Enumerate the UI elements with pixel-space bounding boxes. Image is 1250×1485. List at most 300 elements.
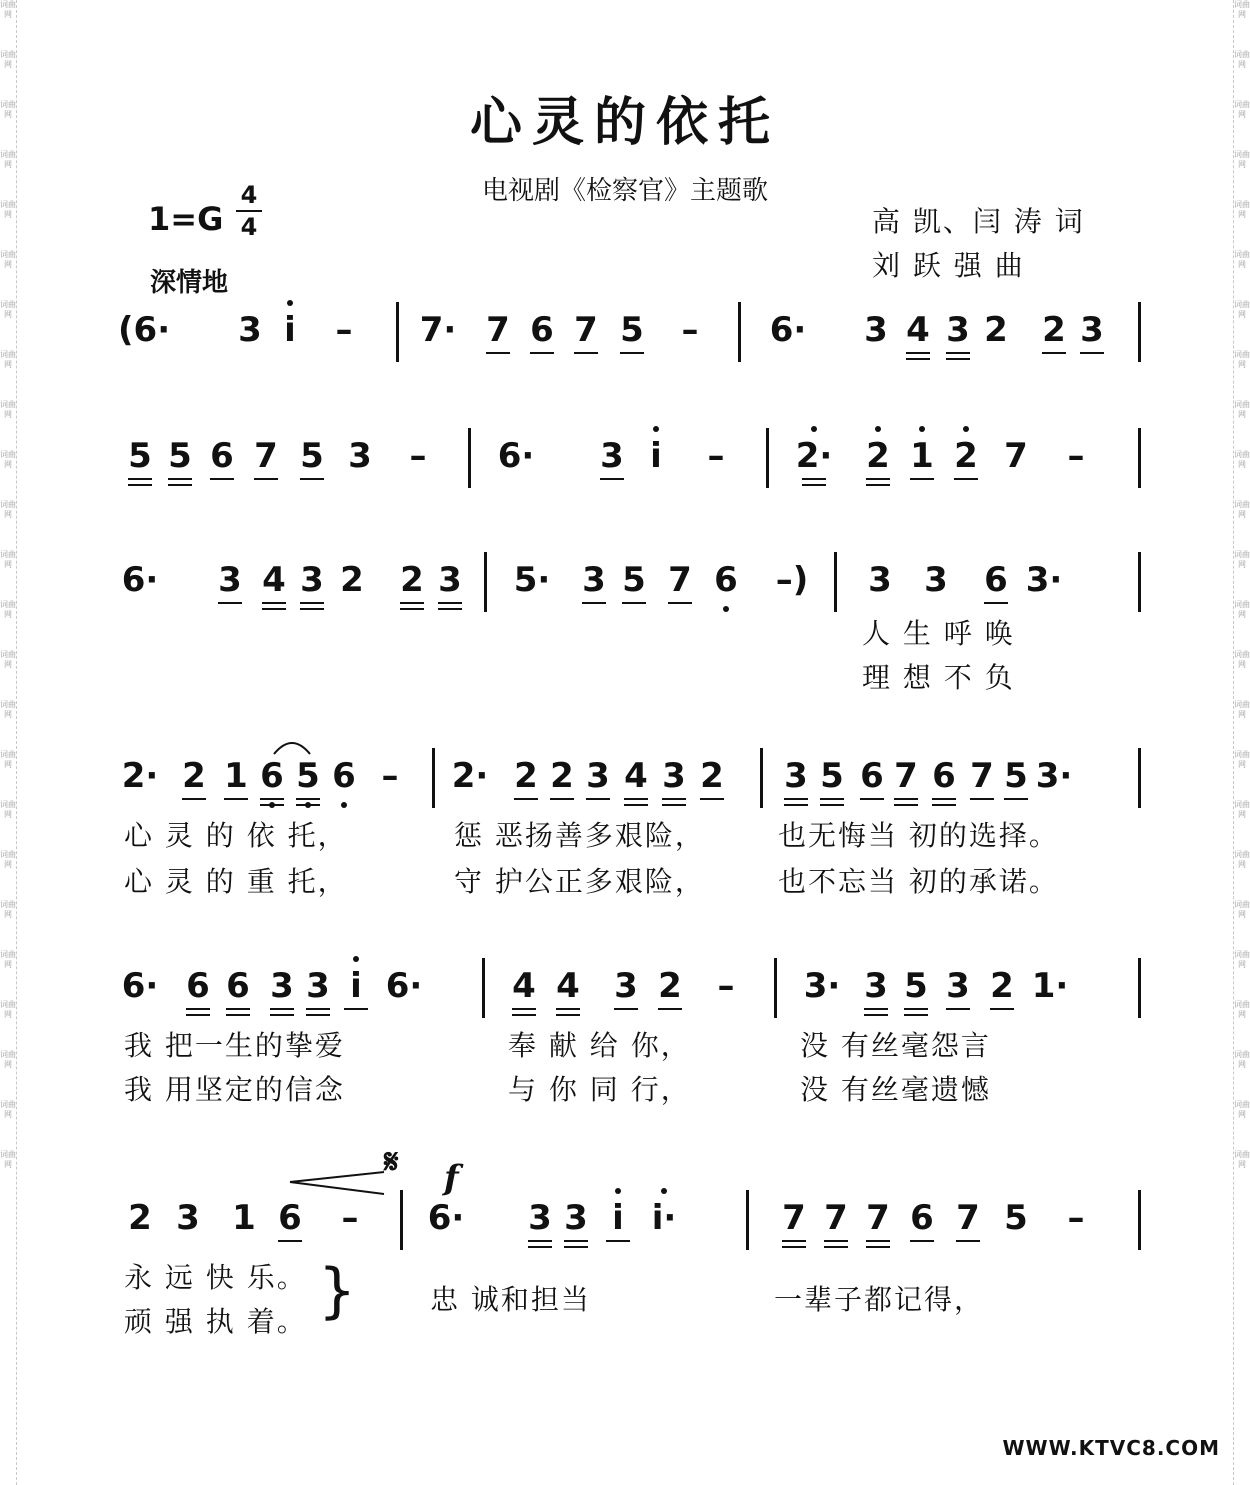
song-subtitle: 电视剧《检察官》主题歌	[481, 176, 768, 206]
note: 3	[574, 558, 614, 602]
underline	[512, 1008, 536, 1010]
note: 3	[292, 558, 332, 602]
watermark-text: 词曲网	[1234, 1100, 1250, 1119]
underline	[186, 1008, 210, 1010]
note: 2·	[794, 434, 834, 478]
watermark-text: 词曲网	[1234, 850, 1250, 869]
note: 3	[864, 310, 888, 350]
note: 6·	[385, 966, 423, 1006]
underline	[300, 602, 324, 604]
note: 5	[288, 754, 328, 798]
watermark-text: 词曲网	[0, 400, 16, 419]
underline	[904, 1014, 928, 1016]
site-footer: WWW.KTVC8.COM	[1002, 1436, 1220, 1460]
bar-line	[746, 1190, 749, 1250]
note: 3	[856, 964, 896, 1008]
note: 5	[896, 964, 936, 1008]
watermark-text: 词曲网	[0, 900, 16, 919]
watermark-text: 词曲网	[0, 1000, 16, 1019]
watermark-text: 词曲网	[1234, 300, 1250, 319]
watermark-text: 词曲网	[1234, 650, 1250, 669]
underline	[262, 602, 286, 604]
score-row	[0, 310, 1250, 350]
watermark-text: 词曲网	[0, 1100, 16, 1119]
underline	[296, 804, 320, 806]
note: 5	[812, 754, 852, 798]
octave-dot	[811, 426, 817, 432]
underline	[860, 798, 884, 800]
note: 7	[1004, 436, 1028, 476]
underline	[820, 798, 844, 800]
note: 1	[902, 434, 942, 478]
underline	[278, 1240, 302, 1242]
underline	[984, 602, 1008, 604]
octave-dot	[919, 426, 925, 432]
bar-line	[1138, 1190, 1141, 1250]
underline	[270, 1008, 294, 1010]
watermark-text: 词曲网	[1234, 700, 1250, 719]
underline	[866, 1246, 890, 1248]
score-row	[0, 560, 1250, 600]
bar-line	[1138, 748, 1141, 808]
score-row	[0, 966, 1250, 1006]
underline	[954, 478, 978, 480]
bar-line	[432, 748, 435, 808]
slur-arc	[272, 736, 312, 756]
underline	[1042, 352, 1066, 354]
underline	[270, 1014, 294, 1016]
note: 2	[340, 560, 364, 600]
note: 7	[948, 1196, 988, 1240]
note: –	[409, 436, 427, 476]
note: 3	[210, 558, 250, 602]
bar-line	[1138, 428, 1141, 488]
note: 6	[270, 1196, 310, 1240]
octave-dot	[615, 1188, 621, 1194]
underline	[622, 602, 646, 604]
note: 2	[650, 964, 690, 1008]
note: –)	[775, 560, 809, 600]
note: 3	[578, 754, 618, 798]
note: 3	[556, 1196, 596, 1240]
underline	[226, 1008, 250, 1010]
note: 3	[938, 308, 978, 352]
underline	[438, 602, 462, 604]
underline	[300, 478, 324, 480]
underline	[820, 804, 844, 806]
note: 5·	[513, 560, 551, 600]
watermark-text: 词曲网	[0, 1150, 16, 1169]
note: 3·	[1035, 756, 1073, 796]
underline	[624, 804, 648, 806]
repeat-brace: }	[318, 1256, 357, 1326]
underline	[866, 484, 890, 486]
watermark-text: 词曲网	[1234, 0, 1250, 19]
underline	[486, 352, 510, 354]
lyric-r4b3: 也不忘当 初的承诺。	[778, 865, 1059, 898]
watermark-text: 词曲网	[0, 850, 16, 869]
note: 7	[478, 308, 518, 352]
note: 4	[504, 964, 544, 1008]
bar-line	[468, 428, 471, 488]
underline	[306, 1008, 330, 1010]
watermark-text: 词曲网	[0, 450, 16, 469]
octave-dot	[653, 426, 659, 432]
note: –	[335, 310, 353, 350]
note: 6	[976, 558, 1016, 602]
note: 2	[392, 558, 432, 602]
note: 6	[522, 308, 562, 352]
watermark-text: 词曲网	[0, 750, 16, 769]
bar-line	[766, 428, 769, 488]
underline	[946, 358, 970, 360]
watermark-text: 词曲网	[1234, 800, 1250, 819]
note: –	[681, 310, 699, 350]
note: 5	[614, 558, 654, 602]
note: 6·	[497, 436, 535, 476]
note: 6	[252, 754, 292, 798]
underline	[564, 1240, 588, 1242]
note: –	[1067, 436, 1085, 476]
bar-line	[1138, 552, 1141, 612]
watermark-text: 词曲网	[1234, 200, 1250, 219]
underline	[300, 608, 324, 610]
note: 7	[816, 1196, 856, 1240]
octave-dot	[963, 426, 969, 432]
note: 3	[938, 964, 978, 1008]
watermark-text: 词曲网	[0, 200, 16, 219]
underline	[990, 1008, 1014, 1010]
bar-line	[482, 958, 485, 1018]
score-row	[0, 1198, 1250, 1238]
watermark-text: 词曲网	[0, 150, 16, 169]
underline	[620, 352, 644, 354]
underline	[906, 358, 930, 360]
octave-dot	[287, 300, 293, 306]
note: 6·	[427, 1198, 465, 1238]
bar-line	[1138, 302, 1141, 362]
lyric-r6c: 忠 诚和担当	[430, 1283, 591, 1316]
note: 6·	[769, 310, 807, 350]
note: i	[636, 434, 676, 478]
note: 3	[176, 1198, 200, 1238]
underline	[512, 1014, 536, 1016]
underline	[894, 804, 918, 806]
watermark-text: 词曲网	[1234, 250, 1250, 269]
note: i	[336, 964, 376, 1008]
note: 7	[858, 1196, 898, 1240]
note: 6	[902, 1196, 942, 1240]
watermark-text: 词曲网	[1234, 600, 1250, 619]
underline	[186, 1014, 210, 1016]
note: 6	[706, 558, 746, 602]
note: 5	[120, 434, 160, 478]
underline	[528, 1240, 552, 1242]
watermark-text: 词曲网	[1234, 1050, 1250, 1069]
decrescendo-hairpin	[288, 1170, 388, 1200]
song-title: 心灵的依托	[469, 92, 780, 153]
lyric-r5a1: 我 把一生的挚爱	[124, 1029, 345, 1062]
note: 7	[962, 754, 1002, 798]
underline	[1080, 352, 1104, 354]
underline	[582, 602, 606, 604]
note: 6	[178, 964, 218, 1008]
watermark-text: 词曲网	[0, 800, 16, 819]
note: 6	[324, 754, 364, 798]
lyric-r4a1: 心 灵 的 依 托，	[124, 819, 348, 852]
note: 4	[898, 308, 938, 352]
note: 2	[174, 754, 214, 798]
underline	[556, 1008, 580, 1010]
watermark-text: 词曲网	[0, 550, 16, 569]
note: 3·	[1025, 560, 1063, 600]
underline	[956, 1240, 980, 1242]
watermark-text: 词曲网	[1234, 1150, 1250, 1169]
note: 1·	[1031, 966, 1069, 1006]
watermark-text: 词曲网	[1234, 750, 1250, 769]
underline	[910, 1240, 934, 1242]
underline	[784, 804, 808, 806]
bar-line	[396, 302, 399, 362]
lyric-r4a2: 惩 恶扬善多艰险，	[454, 819, 705, 852]
underline	[182, 798, 206, 800]
bar-line	[1138, 958, 1141, 1018]
underline	[970, 798, 994, 800]
underline	[824, 1240, 848, 1242]
underline	[438, 608, 462, 610]
right-watermark-strip	[1233, 0, 1250, 1485]
note: 3	[520, 1196, 560, 1240]
time-signature	[236, 182, 262, 240]
underline	[904, 1008, 928, 1010]
note: 2	[128, 1198, 152, 1238]
octave-dot	[723, 606, 729, 612]
underline	[606, 1240, 630, 1242]
watermark-text: 词曲网	[0, 0, 16, 19]
note: –	[341, 1198, 359, 1238]
underline	[782, 1246, 806, 1248]
note: 5	[292, 434, 332, 478]
watermark-text: 词曲网	[1234, 150, 1250, 169]
note: 7	[886, 754, 926, 798]
note: 5	[160, 434, 200, 478]
watermark-text: 词曲网	[0, 600, 16, 619]
underline	[226, 1014, 250, 1016]
note: 3	[238, 310, 262, 350]
note: 3	[348, 436, 372, 476]
underline	[528, 1246, 552, 1248]
lyric-r4b1: 心 灵 的 重 托，	[124, 865, 348, 898]
watermark-text: 词曲网	[1234, 350, 1250, 369]
octave-dot	[353, 956, 359, 962]
lyric-r5b1: 我 用坚定的信念	[124, 1073, 345, 1106]
watermark-text: 词曲网	[1234, 550, 1250, 569]
underline	[946, 352, 970, 354]
left-watermark-strip	[0, 0, 17, 1485]
lyric-r5b2: 与 你 同 行，	[508, 1073, 691, 1106]
time-sig-top: 4	[240, 181, 258, 209]
watermark-text: 词曲网	[1234, 1000, 1250, 1019]
underline	[128, 484, 152, 486]
underline	[946, 1008, 970, 1010]
underline	[1004, 798, 1028, 800]
watermark-text: 词曲网	[1234, 500, 1250, 519]
note: i	[598, 1196, 638, 1240]
note: 3	[1072, 308, 1112, 352]
note: 5	[612, 308, 652, 352]
underline	[128, 478, 152, 480]
note: 6·	[121, 560, 159, 600]
watermark-text: 词曲网	[0, 950, 16, 969]
underline	[864, 1014, 888, 1016]
note: 7	[774, 1196, 814, 1240]
note: 7	[660, 558, 700, 602]
note: 6	[924, 754, 964, 798]
watermark-text: 词曲网	[1234, 900, 1250, 919]
note: 3	[262, 964, 302, 1008]
note: –	[707, 436, 725, 476]
watermark-text: 词曲网	[0, 300, 16, 319]
underline	[864, 1008, 888, 1010]
forte-mark: f	[444, 1158, 459, 1198]
note: 5	[996, 754, 1036, 798]
underline	[662, 804, 686, 806]
bar-line	[484, 552, 487, 612]
lyricist-credit: 高 凯、闫 涛 词	[872, 205, 1085, 238]
lyric-r6a: 永 远 快 乐。	[124, 1261, 307, 1294]
note: 2	[984, 310, 1008, 350]
underline	[802, 484, 826, 486]
watermark-text: 词曲网	[0, 650, 16, 669]
note: 4	[548, 964, 588, 1008]
bar-line	[738, 302, 741, 362]
note: 3	[868, 560, 892, 600]
note: 6	[202, 434, 242, 478]
underline	[700, 798, 724, 800]
note: –	[1067, 1198, 1085, 1238]
underline	[824, 1246, 848, 1248]
watermark-text: 词曲网	[1234, 450, 1250, 469]
note: 2	[1034, 308, 1074, 352]
watermark-text: 词曲网	[0, 250, 16, 269]
octave-dot	[341, 802, 347, 808]
note: 4	[616, 754, 656, 798]
bar-line	[834, 552, 837, 612]
note: 2	[982, 964, 1022, 1008]
note: 2·	[121, 756, 159, 796]
watermark-text: 词曲网	[0, 1050, 16, 1069]
underline	[168, 484, 192, 486]
underline	[344, 1008, 368, 1010]
octave-dot	[661, 1188, 667, 1194]
note: 3	[430, 558, 470, 602]
underline	[530, 352, 554, 354]
lyric-r4b2: 守 护公正多艰险，	[454, 865, 705, 898]
watermark-text: 词曲网	[1234, 950, 1250, 969]
note: 3	[924, 560, 948, 600]
note: 6	[218, 964, 258, 1008]
note: 1	[216, 754, 256, 798]
underline	[168, 478, 192, 480]
note: –	[717, 966, 735, 1006]
watermark-text: 词曲网	[1234, 400, 1250, 419]
underline	[514, 798, 538, 800]
watermark-text: 词曲网	[0, 500, 16, 519]
underline	[254, 478, 278, 480]
underline	[262, 608, 286, 610]
note: 2	[692, 754, 732, 798]
underline	[802, 478, 826, 480]
note: 5	[1004, 1198, 1028, 1238]
underline	[932, 804, 956, 806]
note: 6·	[121, 966, 159, 1006]
watermark-text: 词曲网	[1234, 50, 1250, 69]
lyric-r5a3: 没 有丝毫怨言	[800, 1029, 991, 1062]
underline	[218, 602, 242, 604]
note: 2	[946, 434, 986, 478]
underline	[784, 798, 808, 800]
underline	[600, 478, 624, 480]
underline	[224, 798, 248, 800]
watermark-text: 词曲网	[0, 100, 16, 119]
watermark-text: 词曲网	[0, 700, 16, 719]
note: i	[270, 308, 310, 352]
note: 3	[654, 754, 694, 798]
underline	[306, 1014, 330, 1016]
underline	[586, 798, 610, 800]
underline	[614, 1008, 638, 1010]
underline	[210, 478, 234, 480]
underline	[866, 478, 890, 480]
underline	[932, 798, 956, 800]
note: 3	[298, 964, 338, 1008]
underline	[296, 798, 320, 800]
note: 3	[606, 964, 646, 1008]
time-sig-bottom: 4	[240, 213, 258, 241]
underline	[624, 798, 648, 800]
note: 1	[232, 1198, 256, 1238]
bar-line	[774, 958, 777, 1018]
tempo-marking: 深情地	[150, 268, 229, 298]
note: 6	[852, 754, 892, 798]
bar-line	[400, 1190, 403, 1250]
underline	[260, 798, 284, 800]
note: 4	[254, 558, 294, 602]
key-signature: 1=G	[148, 200, 224, 238]
underline	[782, 1240, 806, 1242]
lyric-r6b: 顽 强 执 着。	[124, 1305, 307, 1338]
underline	[866, 1240, 890, 1242]
lyric-r6d: 一辈子都记得，	[774, 1283, 985, 1316]
octave-dot	[875, 426, 881, 432]
note: 2	[542, 754, 582, 798]
note: –	[381, 756, 399, 796]
lyric-r4a3: 也无悔当 初的选择。	[778, 819, 1059, 852]
underline	[564, 1246, 588, 1248]
note: 2	[858, 434, 898, 478]
lyric-r3b: 理 想 不 负	[862, 661, 1015, 694]
watermark-text: 词曲网	[0, 350, 16, 369]
composer-credit: 刘 跃 强 曲	[872, 249, 1025, 282]
lyric-r5b3: 没 有丝毫遗憾	[800, 1073, 991, 1106]
note: 7·	[419, 310, 457, 350]
underline	[662, 798, 686, 800]
lyric-r3a: 人 生 呼 唤	[862, 617, 1015, 650]
note: 7	[566, 308, 606, 352]
underline	[550, 798, 574, 800]
underline	[658, 1008, 682, 1010]
note: 2·	[451, 756, 489, 796]
